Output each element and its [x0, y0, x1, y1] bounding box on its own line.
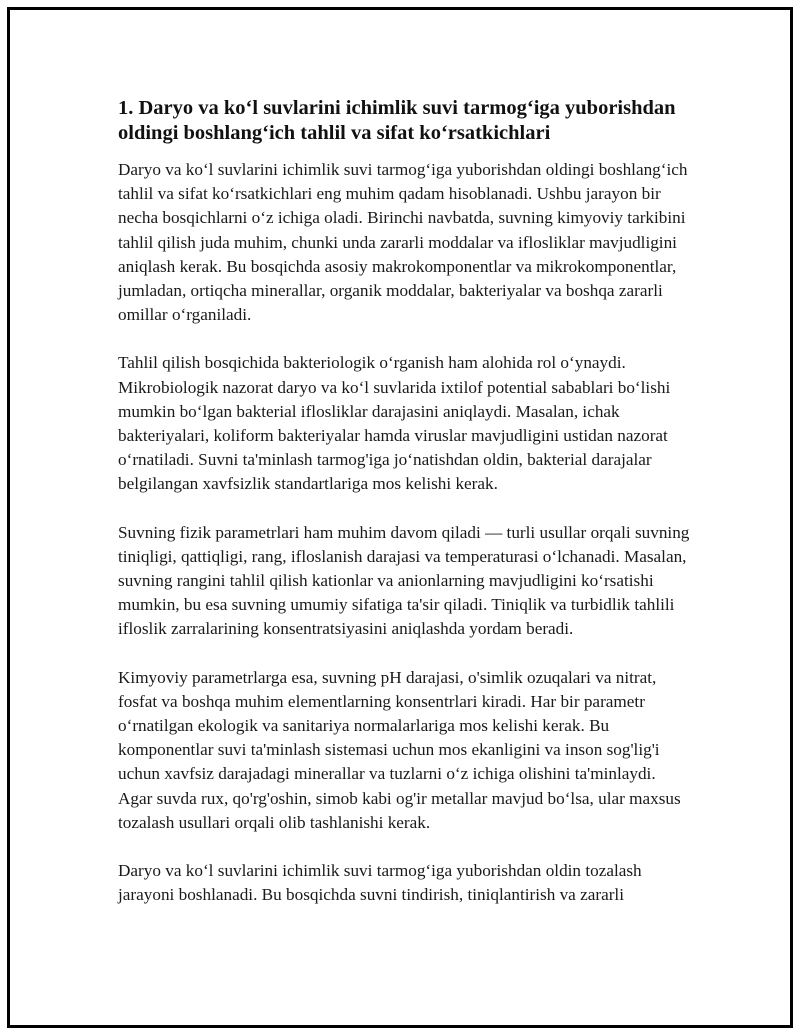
paragraph-4: Kimyoviy parametrlarga esa, suvning pH darajasi, o'simlik ozuqalari va nitrat, fosfat va boshqa muhim elementlarning konsentrlari kiradi. Har bir parametr o‘rnatilgan ekologik va sanitariya normalarlariga mos kelishi kerak. Bu komponentlar suvi ta'minlash sistemasi uchun mos ekanligini va inson sog'lig'i uchun xavfsiz darajadagi minerallar va tuzlarni o‘z ichiga olishini ta'minlaydi. Agar suvda rux, qo'rg'oshin, simob kabi og'ir metallar mavjud bo‘lsa, ular maxsus tozalash usullari orqali olib tashlanishi kerak. — [118, 667, 681, 832]
paragraph-5: Daryo va ko‘l suvlarini ichimlik suvi tarmog‘iga yuborishdan oldin tozalash jarayoni boshlanadi. Bu bosqichda suvni tindirish, tiniqlantirish va zararli — [118, 861, 642, 905]
paragraph-1: Daryo va ko‘l suvlarini ichimlik suvi tarmog‘iga yuborishdan oldingi boshlang‘ich tahlil va sifat ko‘rsatkichlari eng muhim qadam hisoblanadi. Ushbu jarayon bir necha bosqichlarni o‘z ichiga oladi. Birinchi navbatda, suvning kimyoviy tarkibini tahlil qilish juda muhim, chunki unda zararli moddalar va iflosliklar mavjudligini aniqlash kerak. Bu bosqichda asosiy makrokomponentlar va mikrokomponentlar, jumladan, ortiqcha minerallar, organik moddalar, bakteriyalar va boshqa zararli omillar o‘rganiladi. — [118, 160, 688, 325]
paragraph-3: Suvning fizik parametrlari ham muhim davom qiladi — turli usullar orqali suvning tiniqligi, qattiqligi, rang, ifloslanish darajasi va temperaturasi o‘lchanadi. Masalan, suvning rangini tahlil qilish kationlar va anionlarning mavjudligini ko‘rsatishi mumkin, bu esa suvning umumiy sifatiga ta'sir qiladi. Tiniqlik va turbidlik tahlili ifloslik zarralarining konsentratsiyasini aniqlashda yordam beradi. — [118, 522, 690, 639]
section-title: 1. Daryo va ko‘l suvlarini ichimlik suvi tarmog‘iga yuborishdan oldingi boshlang‘ich tahlil va sifat ko‘rsatkichlari — [118, 97, 676, 144]
page-frame — [7, 7, 793, 1028]
paragraph-2: Tahlil qilish bosqichida bakteriologik o‘rganish ham alohida rol o‘ynaydi. Mikrobiologik nazorat daryo va ko‘l suvlarida ixtilof potential sabablari bo‘lishi mumkin bo‘lgan bakterial iflosliklar darajasini aniqlaydi. Masalan, ichak bakteriyalari, koliform bakteriyalar hamda viruslar mavjudligini ustidan nazorat o‘rnatiladi. Suvni ta'minlash tarmog'iga jo‘natishdan oldin, bakterial darajalar belgilangan xavfsizlik standartlariga mos kelishi kerak. — [118, 353, 671, 494]
document-body — [118, 96, 693, 931]
